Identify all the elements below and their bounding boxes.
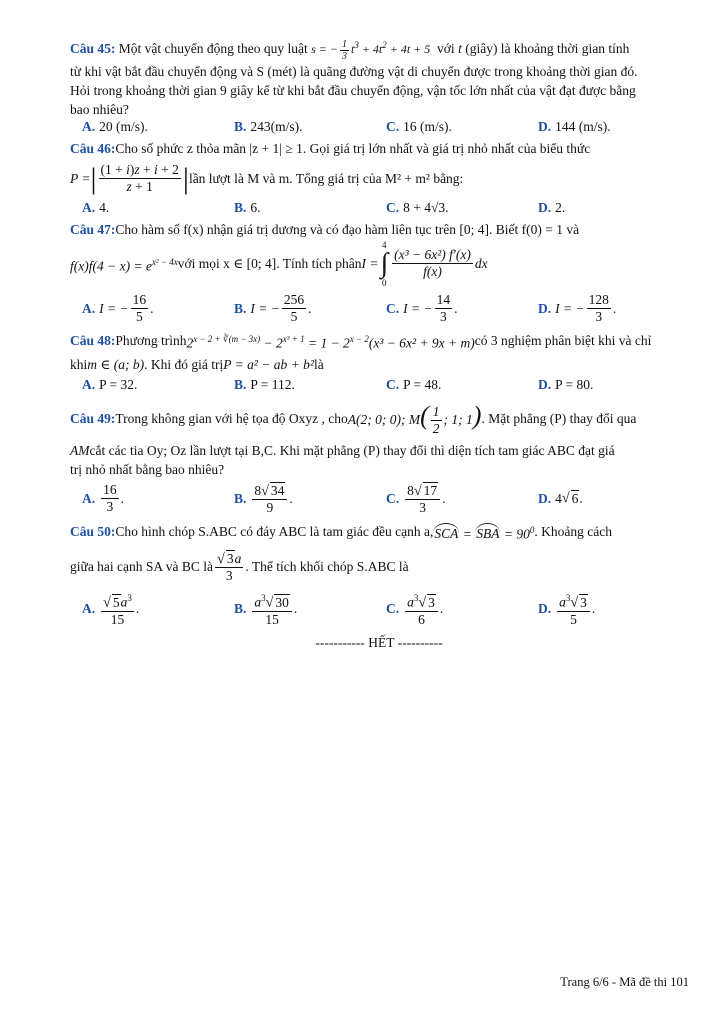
q48-text-2: có 3 nghiệm phân biệt khi và chỉ [474,333,652,349]
q50-text-3: giữa hai cạnh SA và BC là [70,559,214,575]
q47-text-2: với mọi x ∈ [0; 4]. Tính tích phân [177,256,362,272]
q46-line2: P = | $\frac{(1 + i)z + i + 2}{z + 1}$ | lần lượt là M và m. Tổng giá trị của M² + m² bằng: [70,161,464,195]
question-50 [70,519,688,629]
q49-line3: trị nhỏ nhất bằng bao nhiêu? [70,461,225,477]
q46-line1 [70,139,688,158]
question-48 [70,329,688,397]
q50-text-2: . Khoảng cách [534,524,612,540]
option-b[interactable]: B. P = 112. [234,376,295,392]
option-a[interactable]: A. 20 (m/s). [82,118,148,134]
question-49 [70,397,688,519]
option-b[interactable]: B. $\frac{a^3√ 30}{15}$ . [234,589,297,629]
q46-options [82,200,688,220]
q50-text-4: . Thể tích khối chóp S.ABC là [245,559,409,575]
q48-text-4: . Khi đó giá trị [144,357,224,373]
q47-line2: $f(x)f(4 - x) = e^{x^2 - 4x}$ với mọi x ∈ [0; 4]. Tính tích phân I = 4 ∫ 0 $\frac{\text{(x³ − 6x²) f′(x)}}{f(x)}$ dx [70,239,488,288]
q50-options [82,589,688,629]
option-a[interactable]: A. 4. [82,199,110,215]
q47-line1 [70,220,688,239]
q45-line1 [70,36,688,62]
option-a[interactable]: A. P = 32. [82,376,138,392]
q48-equation: $2^{x - 2 + ∛(m - 3x)} - 2^{x^3 + 1} = 1 - 2^{x - 2}(x^3 - 6x^2 + 9x + m)$ [186,333,475,350]
option-b[interactable]: B. 6. [234,199,261,215]
q50-text-1: Cho hình chóp S.ABC có đáy ABC là tam giác đều cạnh a, [115,524,434,540]
q50-line2 [70,545,688,589]
q49-line2 [70,441,688,460]
option-a[interactable]: A. I = − $\frac{16}{5}$ . [82,292,154,325]
q48-text-5: là [313,357,324,373]
integral-sign: 4 ∫ 0 [380,239,389,288]
end-marker: ----------- HẾT ---------- [315,634,443,650]
question-45 [70,36,688,139]
option-c[interactable]: C. $\frac{a^3√ 3}{6}$ . [386,589,443,629]
exam-page [70,36,688,651]
q45-line4: bao nhiêu? [70,101,129,117]
q48-p-expression: P = a² − ab + b² [223,357,314,373]
q45-line2: từ khi vật bắt đầu chuyển động và S (mét) là quãng đường vật di chuyển được trong khoảng thời gian đó. [70,63,638,79]
q49-text-1: Trong không gian với hệ tọa độ Oxyz , cho [115,411,348,427]
q47-integral: I = [361,256,379,272]
q47-text-1: Cho hàm số f(x) nhận giá trị dương và có đạo hàm liên tục trên [0; 4]. Biết f(0) = 1 và [115,221,580,237]
q49-points: A(2; 0; 0); M( $\frac{1}{2}$ ; 1; 1) [347,400,482,436]
question-label: Câu 50: [70,524,116,540]
q46-text-1: Cho số phức z thỏa mãn |z + 1| ≥ 1. Gọi giá trị lớn nhất và giá trị nhỏ nhất của biểu thức [115,140,591,156]
q45-formula: s = − $\frac{1}{3}$ $t^3 + 4t^2 + 4t + 5$ [311,38,431,62]
q50-distance: $\frac{√ 3a}{3}$ [217,550,242,583]
option-d[interactable]: D. 4 √ 6 . [538,490,583,507]
q49-am: AM [70,442,90,458]
option-c[interactable]: C. I = − $\frac{14}{3}$ . [386,292,458,325]
question-label: Câu 49: [70,411,116,427]
option-d[interactable]: D. $\frac{a^3√ 3}{5}$ . [538,589,595,629]
option-b[interactable]: B. $\frac{8√ 34}{9}$ . [234,482,293,515]
option-c[interactable]: C. P = 48. [386,376,442,392]
q48-text-3: khi [70,357,88,373]
question-label: Câu 48: [70,333,116,349]
option-b[interactable]: B. I = − $\frac{256}{5}$ . [234,292,312,325]
q47-options [82,289,688,329]
q48-interval: m ∈ (a; b) [87,357,145,373]
q50-line1 [70,519,688,545]
q48-line2 [70,353,688,377]
page-footer: Trang 6/6 - Mã đề thi 101 [560,975,689,989]
q49-text-2: . Mặt phẳng (P) thay đổi qua [481,411,637,427]
option-c[interactable]: C. $\frac{8√ 17}{3}$ . [386,482,446,515]
question-label: Câu 45: [70,41,116,57]
option-d[interactable]: D. 2. [538,199,566,215]
q46-text-2: lần lượt là M và m. Tổng giá trị của M² + m² bằng: [188,171,464,187]
question-label: Câu 47: [70,221,116,237]
option-d[interactable]: D. P = 80. [538,376,594,392]
option-d[interactable]: D. I = − $\frac{128}{3}$ . [538,292,617,325]
option-c[interactable]: C. 16 (m/s). [386,118,452,134]
q50-angles: SCA = SBA = $90^0$ [434,524,535,541]
q49-text-3: cắt các tia Oy; Oz lần lượt tại B,C. Khi mặt phẳng (P) thay đổi thì diện tích tam giác ABC đạt giá [89,442,615,458]
option-a[interactable]: A. $\frac{16}{3}$ . [82,482,124,515]
q46-fraction: $\frac{(1 + i)z + i + 2}{z + 1}$ [100,162,179,195]
option-b[interactable]: B. 243(m/s). [234,118,303,134]
option-a[interactable]: A. $\frac{√ 5a^3}{15}$ . [82,589,139,629]
q48-line1 [70,329,688,353]
q47-condition: $f(x)f(4 - x) = e^{x^2 - 4x}$ [70,256,178,273]
q45-line3: Hỏi trong khoảng thời gian 9 giây kể từ khi bắt đầu chuyển động, vận tốc lớn nhất của vật đạt được bằng [70,82,636,98]
q47-integrand: $\frac{\text{(x³ − 6x²) f′(x)}}{f(x)}$ [394,247,471,280]
question-46 [70,139,688,220]
q48-text-1: Phương trình [115,333,187,349]
q49-line1 [70,397,688,441]
q45-text: Một vật chuyển động theo quy luật [115,41,312,57]
q49-options [82,479,688,519]
q45-text-2: với t (giây) là khoảng thời gian tính [430,41,630,57]
q45-options [82,119,688,139]
question-label: Câu 46: [70,140,116,156]
q48-options [82,377,688,397]
q46-expression: P = [70,171,91,187]
question-47 [70,220,688,329]
option-c[interactable]: C. 8 + 4√3. [386,199,449,215]
option-d[interactable]: D. 144 (m/s). [538,118,611,134]
